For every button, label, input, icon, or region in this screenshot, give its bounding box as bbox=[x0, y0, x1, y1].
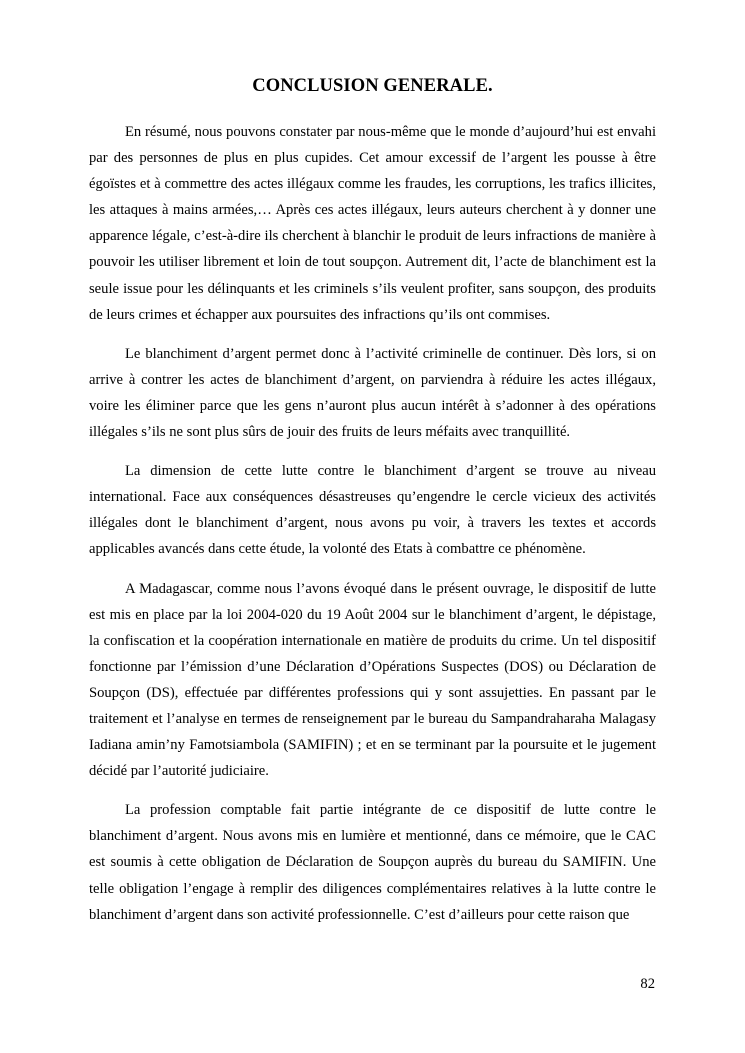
paragraph: La dimension de cette lutte contre le blanchiment d’argent se trouve au niveau international. Face aux conséquences désastreuses qu’engendre le cercle vicieux des activités illégales dont le blanchiment d’argent, nous avons pu voir, à travers les textes et accords applicables avancés dans cette étude, la volonté des Etats à combattre ce phénomène. bbox=[89, 463, 656, 558]
paragraph: Le blanchiment d’argent permet donc à l’activité criminelle de continuer. Dès lors, si on arrive à contrer les actes de blanchiment d’argent, on parviendra à réduire les actes illégaux, voire les éliminer parce que les gens n’auront plus aucun intérêt à s’adonner à des opérations illégales s’ils ne sont plus sûrs de jouir des fruits de leurs méfaits avec tranquillité. bbox=[89, 345, 656, 441]
page-title: CONCLUSION GENERALE. bbox=[252, 76, 493, 96]
body-text bbox=[89, 119, 656, 941]
page-number: 82 bbox=[640, 976, 655, 992]
paragraph: La profession comptable fait partie intégrante de ce dispositif de lutte contre le blanchiment d’argent. Nous avons mis en lumière et mentionné, dans ce mémoire, que le CAC est soumis à cette obligation de Déclaration de Soupçon auprès du bureau du SAMIFIN. Une telle obligation l’engage à remplir des diligences complémentaires relatives à la lutte contre le blanchiment d’argent dans son activité professionnelle. C’est d’ailleurs pour cette raison que bbox=[89, 802, 656, 923]
paragraph: En résumé, nous pouvons constater par nous-même que le monde d’aujourd’hui est envahi par des personnes de plus en plus cupides. Cet amour excessif de l’argent les pousse à être égoïstes et à commettre des actes illégaux comme les fraudes, les corruptions, les trafics illicites, les attaques à mains armées,… Après ces actes illégaux, leurs auteurs cherchent à y donner une apparence légale, c’est-à-dire ils cherchent à blanchir le produit de leurs infractions de manière à pouvoir les utiliser librement et loin de tout soupçon. Autrement dit, l’acte de blanchiment est la seule issue pour les délinquants et les criminels s’ils veulent profiter, sans soupçon, des produits de leurs crimes et échapper aux poursuites des infractions qu’ils ont commises. bbox=[89, 124, 656, 323]
paragraph: A Madagascar, comme nous l’avons évoqué dans le présent ouvrage, le dispositif de lutte est mis en place par la loi 2004-020 du 19 Août 2004 sur le blanchiment d’argent, le dépistage, la confiscation et la coopération internationale en matière de produits du crime. Un tel dispositif fonctionne par l’émission d’une Déclaration d’Opérations Suspectes (DOS) ou Déclaration de Soupçon (DS), effectuée par différentes professions qui y sont assujetties. En passant par le traitement et l’analyse en termes de renseignement par le bureau du Sampandraharaha Malagasy Iadiana amin’ny Famotsiambola (SAMIFIN) ; et en se terminant par la poursuite et le jugement décidé par l’autorité judiciaire. bbox=[89, 580, 656, 780]
